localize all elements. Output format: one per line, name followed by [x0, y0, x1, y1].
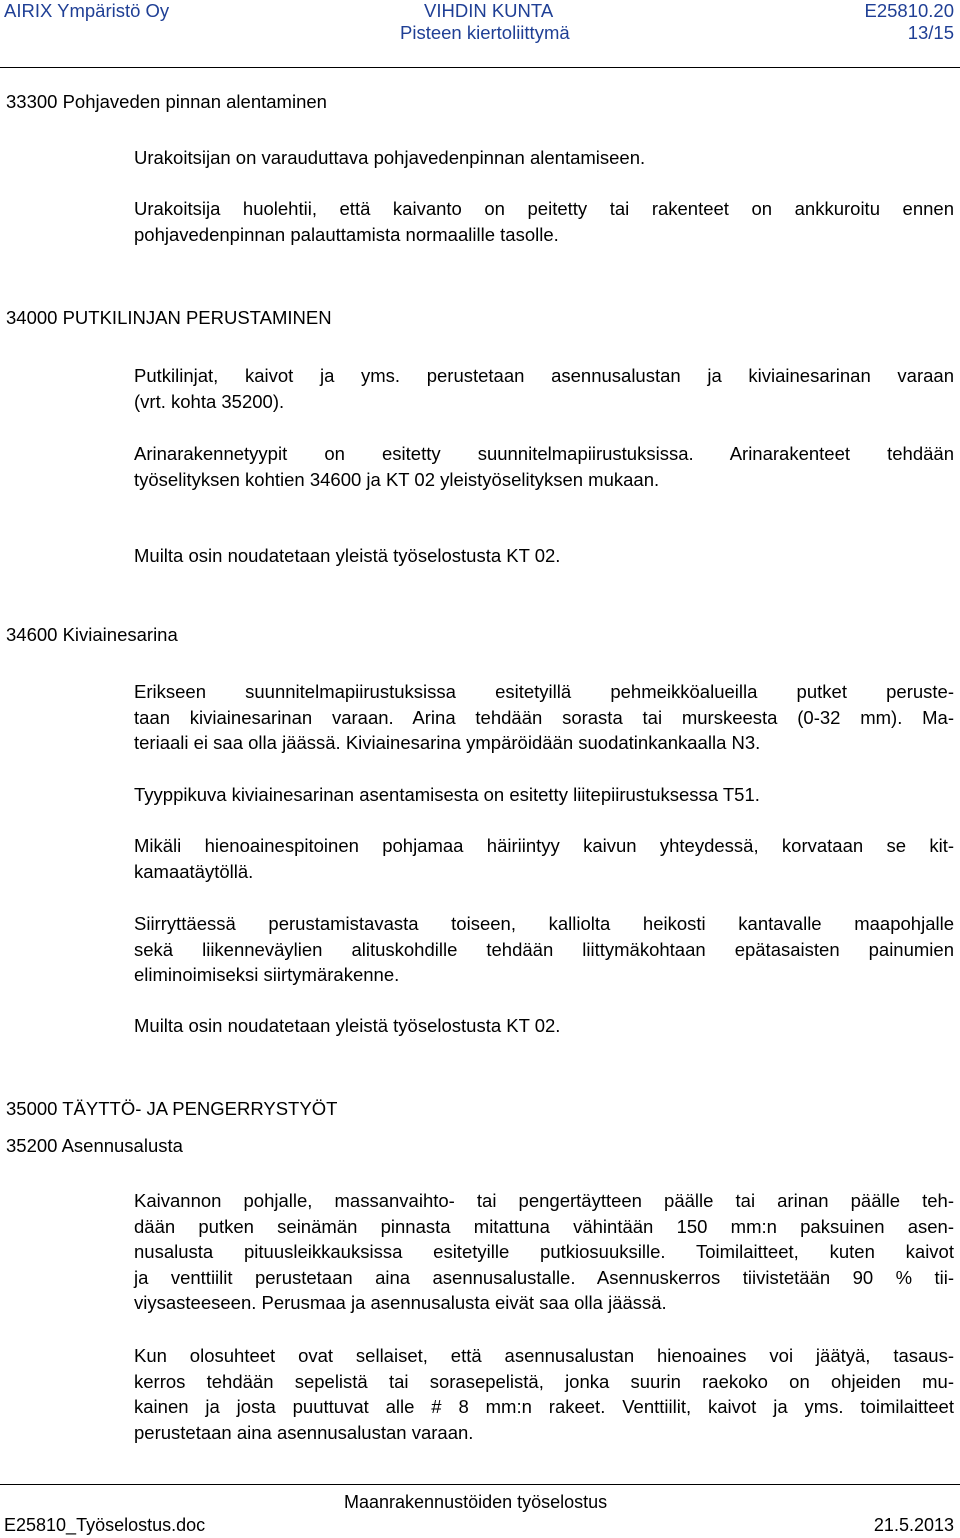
paragraph: Kaivannon pohjalle, massanvaihto- tai pengertäytteen päälle tai arinan päälle teh- dään putken seinämän pinnasta mitattuna vähintään 150 mm:n paksuinen asen- nusalusta pituusleikkauksissa esitetyille putkiosuuksille. Toimilaitteet, kuten kaivot ja venttiilit perustetaan aina asennusalustalle. Asennuskerros tiivistetään 90 % tii- viysasteeseen. Perusmaa ja asennusalusta eivät saa olla jäässä. [134, 1190, 954, 1314]
footer-title: Maanrakennustöiden työselostus [344, 1492, 608, 1512]
footer-rule [0, 1484, 960, 1485]
paragraph: Putkilinjat, kaivot ja yms. perustetaan asennusalustan ja kiviainesarinan varaan (vrt. kohta 35200). [134, 365, 954, 412]
heading-35200: 35200 Asennusalusta [6, 1135, 183, 1156]
footer-date: 21.5.2013 [873, 1515, 954, 1535]
paragraph: Mikäli hienoainespitoinen pohjamaa häiriintyy kaivun yhteydessä, korvataan se kit- kamaatäytöllä. [134, 835, 954, 882]
heading-34600: 34600 Kiviainesarina [6, 624, 178, 645]
page-number: 13/15 [907, 22, 954, 43]
paragraph: Urakoitsijan on varauduttava pohjavedenpinnan alentamiseen. [134, 147, 646, 168]
footer-filename: E25810_Työselostus.doc [4, 1515, 206, 1535]
paragraph: Arinarakennetyypit on esitetty suunnitelmapiirustuksissa. Arinarakenteet tehdään työselityksen kohtien 34600 ja KT 02 yleistyöselityksen mukaan. [134, 443, 954, 490]
client-name: VIHDIN KUNTA [424, 0, 554, 21]
header-rule [0, 67, 960, 68]
heading-35000: 35000 TÄYTTÖ- JA PENGERRYSTYÖT [6, 1098, 338, 1119]
company-name: AIRIX Ympäristö Oy [4, 0, 170, 21]
paragraph: Kun olosuhteet ovat sellaiset, että asennusalustan hienoaines voi jäätyä, tasaus- kerros tehdään sepelistä tai sorasepelistä, jonka suurin raekoko on ohjeiden mu- kainen ja josta puuttuvat alle # 8 mm:n rakeet. Venttiilit, kaivot ja yms. toimilaitteet perustetaan aina asennusalustan varaan. [134, 1345, 954, 1443]
heading-33300: 33300 Pohjaveden pinnan alentaminen [6, 91, 327, 112]
paragraph: Tyyppikuva kiviainesarinan asentamisesta on esitetty liitepiirustuksessa T51. [134, 784, 760, 805]
paragraph: Muilta osin noudatetaan yleistä työselostusta KT 02. [134, 545, 561, 566]
paragraph: Urakoitsija huolehtii, että kaivanto on peitetty tai rakenteet on ankkuroitu ennen pohjavedenpinnan palauttamista normaalille tasolle. [134, 198, 954, 245]
paragraph: Siirryttäessä perustamistavasta toiseen, kalliolta heikosti kantavalle maapohjalle sekä liikenneväylien alituskohdille tehdään liittymäkohtaan epätasaisten painumien eliminoimiseksi siirtymärakenne. [134, 913, 954, 986]
paragraph: Erikseen suunnitelmapiirustuksissa esitetyillä pehmeikköalueilla putket peruste- taan kiviainesarinan varaan. Arina tehdään sorasta tai murskeesta (0-32 mm). Ma- teriaali ei saa olla jäässä. Kiviainesarina ympäröidään suodatinkankaalla N3. [134, 681, 954, 754]
heading-34000: 34000 PUTKILINJAN PERUSTAMINEN [6, 307, 332, 328]
project-title: Pisteen kiertoliittymä [400, 22, 570, 43]
page-header [0, 0, 960, 68]
paragraph: Muilta osin noudatetaan yleistä työselostusta KT 02. [134, 1015, 561, 1036]
project-code: E25810.20 [864, 0, 954, 21]
